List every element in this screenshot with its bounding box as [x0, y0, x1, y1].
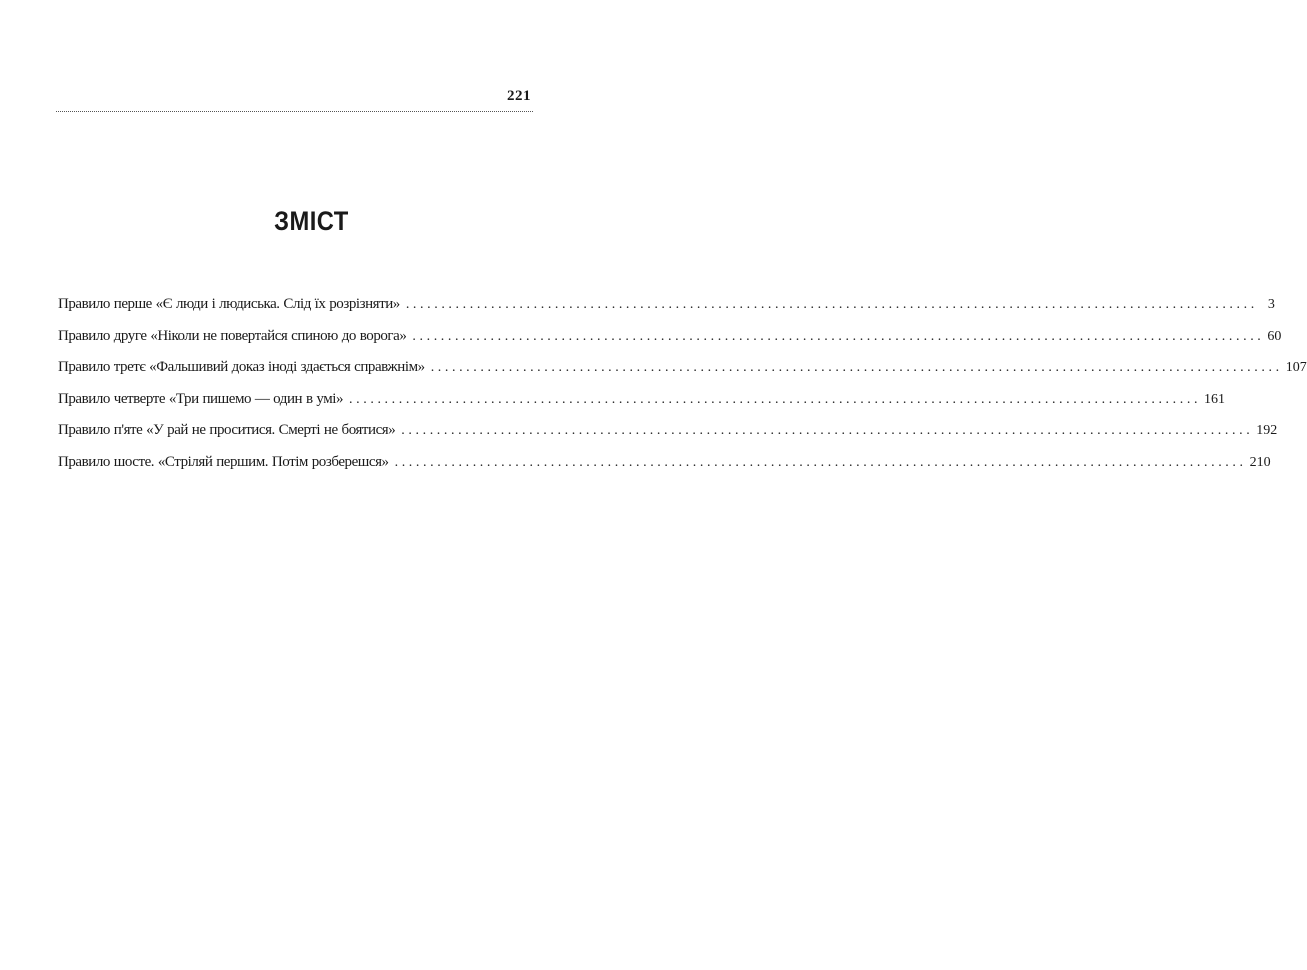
toc-title: ЗМІСТ	[274, 206, 349, 236]
toc-entry-page: 107	[1285, 360, 1307, 375]
toc-entry-title: Правило п'яте «У рай не проситися. Смерті не боятися»	[58, 422, 396, 438]
toc-dot-leader: ........................................................................................................................	[394, 454, 1247, 470]
toc-entry-title: Правило друге «Ніколи не повертайся спиною до ворога»	[58, 327, 407, 344]
toc-entry-title: Правило перше «Є люди і людиська. Слід їх розрізняти»	[58, 296, 400, 312]
toc-entry-page: 161	[1204, 391, 1226, 407]
toc-entry	[58, 359, 1307, 391]
page-number: 221	[507, 88, 531, 104]
toc-entry	[58, 422, 1278, 454]
toc-dot-leader: ........................................................................................................................	[401, 423, 1254, 438]
toc-entry	[58, 296, 1275, 328]
toc-list	[58, 296, 1307, 485]
toc-entry-page: 60	[1267, 328, 1282, 344]
toc-entry-title: Правило шосте. «Стріляй першим. Потім розберешся»	[58, 453, 389, 470]
toc-dot-leader: ........................................................................................................................	[405, 297, 1258, 312]
toc-entry-page: 192	[1256, 423, 1278, 438]
header-dotted-rule	[56, 111, 533, 112]
toc-dot-leader: ........................................................................................................................	[412, 328, 1265, 344]
toc-entry	[58, 453, 1271, 486]
toc-entry	[58, 390, 1226, 423]
toc-entry-page: 210	[1249, 454, 1271, 470]
toc-entry-title: Правило четверте «Три пишемо — один в умі»	[58, 390, 344, 407]
toc-entry-title: Правило третє «Фальшивий доказ іноді здається справжнім»	[58, 359, 425, 375]
toc-entry	[58, 327, 1282, 360]
toc-entry-page: 3	[1267, 297, 1275, 312]
toc-dot-leader: ........................................................................................................................	[430, 360, 1283, 375]
toc-dot-leader: ........................................................................................................................	[349, 391, 1202, 407]
